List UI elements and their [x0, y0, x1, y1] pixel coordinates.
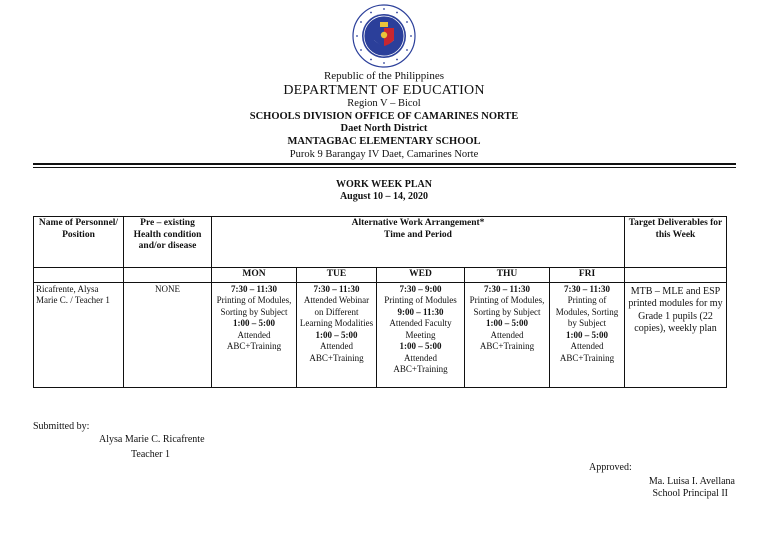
target-cell: MTB – MLE and ESP printed modules for my Grade 1 pupils (22 copies), weekly plan: [625, 282, 727, 387]
tue-cell: [297, 282, 377, 387]
submitted-name: Alysa Marie C. Ricafrente: [99, 434, 205, 445]
school-name: MANTAGBAC ELEMENTARY SCHOOL: [287, 136, 481, 147]
fri-activity-2: Attended ABC+Training: [559, 341, 615, 363]
fri-cell: [550, 282, 625, 387]
approved-title: School Principal II: [652, 488, 728, 499]
header-awa: [212, 217, 625, 268]
approved-label: Approved:: [589, 462, 632, 473]
wed-cell: [377, 282, 465, 387]
tue-activity-1: Attended Webinar on Different Learning Modalities: [299, 295, 374, 328]
days-row-empty-2: [124, 268, 212, 283]
tue-activity-2: Attended ABC+Training: [309, 341, 364, 363]
mon-time-2: 1:00 – 5:00: [233, 318, 275, 328]
thu-cell: [465, 282, 550, 387]
table-header-row: [34, 217, 727, 268]
header-awa-line2: Time and Period: [384, 229, 452, 240]
deped-seal-icon: [352, 4, 416, 68]
republic-line: Republic of the Philippines: [323, 70, 445, 82]
mon-activity-1: Printing of Modules, Sorting by Subject: [216, 295, 292, 317]
wed-activity-3: Attended ABC+Training: [393, 352, 448, 374]
fri-time-2: 1:00 – 5:00: [566, 329, 608, 340]
day-thu: THU: [465, 268, 550, 283]
wed-time-3: 1:00 – 5:00: [399, 341, 442, 351]
tue-time-2: 1:00 – 5:00: [315, 329, 358, 340]
fri-activity-1: Printing of Modules, Sorting by Subject: [555, 295, 619, 328]
tue-time-1: 7:30 – 11:30: [313, 283, 360, 294]
personnel-cell: Ricafrente, Alysa Marie C. / Teacher 1: [34, 282, 124, 387]
wed-time-2: 9:00 – 11:30: [397, 306, 444, 317]
wed-activity-2: Attended Faculty Meeting: [389, 318, 452, 340]
plan-dates: August 10 – 14, 2020: [339, 191, 429, 202]
header-rule-thick: [33, 163, 736, 165]
health-cell: NONE: [124, 282, 212, 387]
department-name: DEPARTMENT OF EDUCATION: [283, 83, 485, 98]
work-week-plan-table: [33, 216, 727, 388]
thu-activity-2: Attended ABC+Training: [479, 329, 535, 351]
day-tue: TUE: [297, 268, 377, 283]
header-rule-thin: [33, 167, 736, 168]
district-line: Daet North District: [340, 123, 428, 134]
region-line: Region V – Bicol: [347, 98, 421, 109]
fri-time-1: 7:30 – 11:30: [564, 283, 610, 294]
wed-activity-1: Printing of Modules: [384, 295, 457, 305]
mon-time-1: 7:30 – 11:30: [231, 283, 277, 294]
day-wed: WED: [377, 268, 465, 283]
header-personnel: Name of Personnel/ Position: [34, 217, 124, 268]
table-days-row: [34, 268, 727, 283]
day-mon: MON: [212, 268, 297, 283]
submitted-label: Submitted by:: [33, 421, 90, 432]
thu-time-1: 7:30 – 11:30: [484, 283, 530, 294]
thu-time-2: 1:00 – 5:00: [486, 318, 528, 328]
table-row: [34, 282, 727, 387]
header-target: Target Deliverables for this Week: [625, 217, 727, 268]
mon-activity-2: Attended ABC+Training: [226, 329, 282, 351]
thu-activity-1: Printing of Modules, Sorting by Subject: [469, 295, 545, 317]
school-address: Purok 9 Barangay IV Daet, Camarines Norte: [289, 149, 479, 160]
days-row-empty-1: [34, 268, 124, 283]
header-awa-line1: Alternative Work Arrangement*: [351, 218, 485, 228]
plan-title: WORK WEEK PLAN: [336, 179, 432, 190]
submitted-title: Teacher 1: [131, 449, 170, 460]
mon-cell: [212, 282, 297, 387]
wed-time-1: 7:30 – 9:00: [399, 283, 442, 294]
approved-name: Ma. Luisa I. Avellana: [648, 476, 735, 487]
days-row-empty-3: [625, 268, 727, 283]
day-fri: FRI: [550, 268, 625, 283]
division-line: SCHOOLS DIVISION OFFICE OF CAMARINES NORTE: [249, 111, 519, 122]
header-health: Pre – existing Health condition and/or disease: [124, 217, 212, 268]
